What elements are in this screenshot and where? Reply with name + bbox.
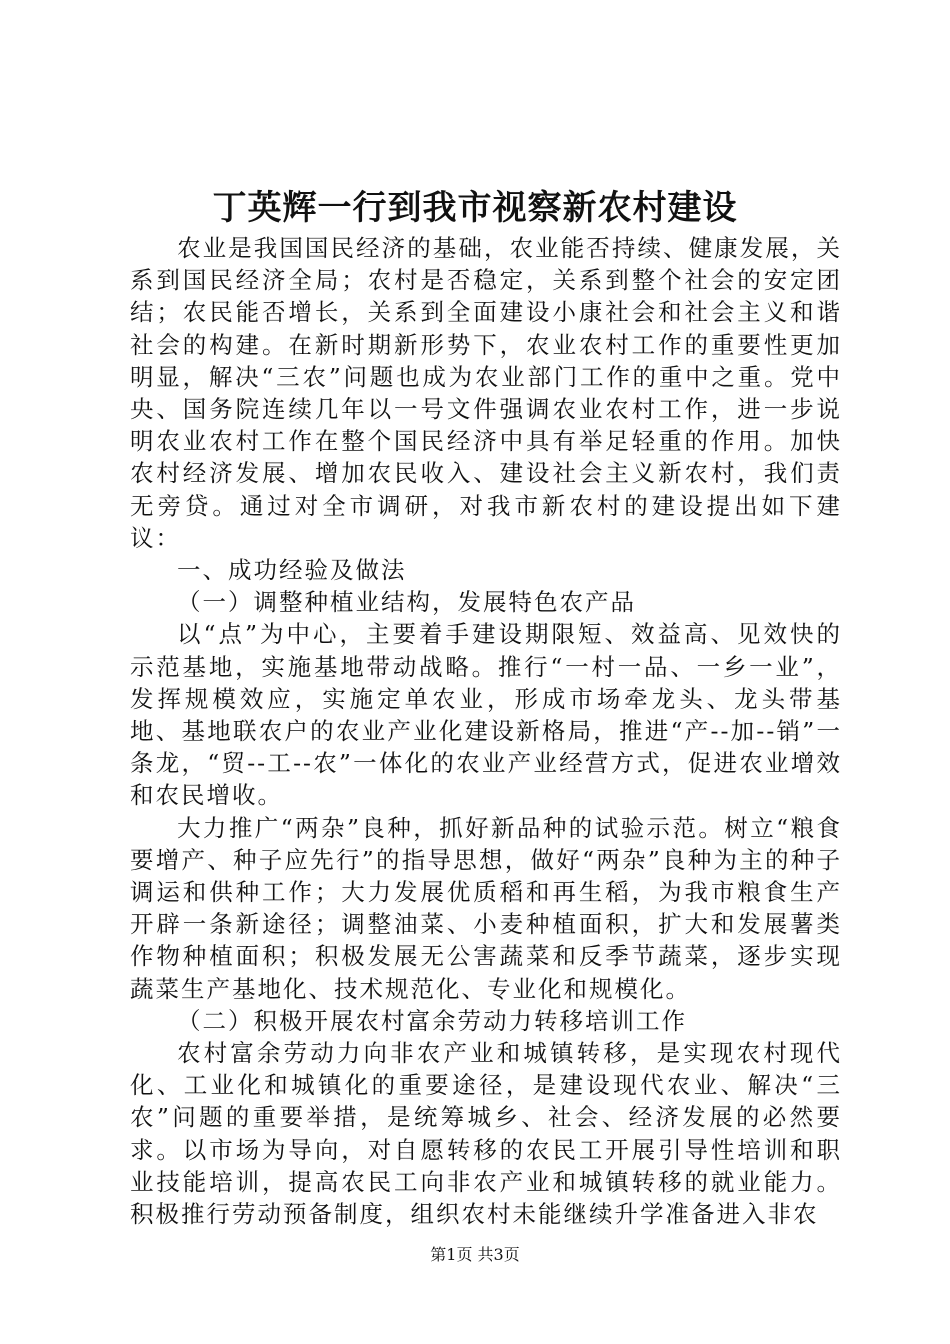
paragraph-demo-base: 以“点”为中心，主要着手建设期限短、效益高、见效快的示范基地，实施基地带动战略。推行“一村一品、一乡一业”，发挥规模效应，实施定单农业，形成市场牵龙头、龙头带基地、基地联农户的农业产业化建设新格局，推进“产--加--销”一条龙，“贸--工--农”一体化的农业产业经营方式，促进农业增效和农民增收。 <box>130 620 842 810</box>
subsection-heading-1: （一）调整种植业结构，发展特色农产品 <box>177 588 636 617</box>
section-heading-1: 一、成功经验及做法 <box>177 556 407 585</box>
document-title: 丁英辉一行到我市视察新农村建设 <box>212 188 738 228</box>
paragraph-intro: 农业是我国国民经济的基础，农业能否持续、健康发展，关系到国民经济全局；农村是否稳定，关系到整个社会的安定团结；农民能否增长，关系到全面建设小康社会和社会主义和谐社会的构建。在新时期新形势下，农业农村工作的重要性更加明显，解决“三农”问题也成为农业部门工作的重中之重。党中央、国务院连续几年以一号文件强调农业农村工作，进一步说明农业农村工作在整个国民经济中具有举足轻重的作用。加快农村经济发展、增加农民收入、建设社会主义新农村，我们责无旁贷。通过对全市调研，对我市新农村的建设提出如下建议： <box>130 234 842 552</box>
page-footer: 第1页 共3页 <box>430 1245 520 1264</box>
subsection-heading-2: （二）积极开展农村富余劳动力转移培训工作 <box>177 1006 687 1035</box>
paragraph-labor-transfer: 农村富余劳动力向非农产业和城镇转移，是实现农村现代化、工业化和城镇化的重要途径，是建设现代农业、解决“三农”问题的重要举措，是统筹城乡、社会、经济发展的必然要求。以市场为导向，对自愿转移的农民工开展引导性培训和职业技能培训，提高农民工向非农产业和城镇转移的就业能力。积极推行劳动预备制度，组织农村未能继续升学准备进入非农 <box>130 1039 842 1229</box>
document-body <box>130 232 842 1230</box>
paragraph-seed-promotion: 大力推广“两杂”良种，抓好新品种的试验示范。树立“粮食要增产、种子应先行”的指导思想，做好“两杂”良种为主的种子调运和供种工作；大力发展优质稻和再生稻，为我市粮食生产开辟一条新途径；调整油菜、小麦种植面积，扩大和发展薯类作物种植面积；积极发展无公害蔬菜和反季节蔬菜，逐步实现蔬菜生产基地化、技术规范化、专业化和规模化。 <box>130 813 842 1003</box>
